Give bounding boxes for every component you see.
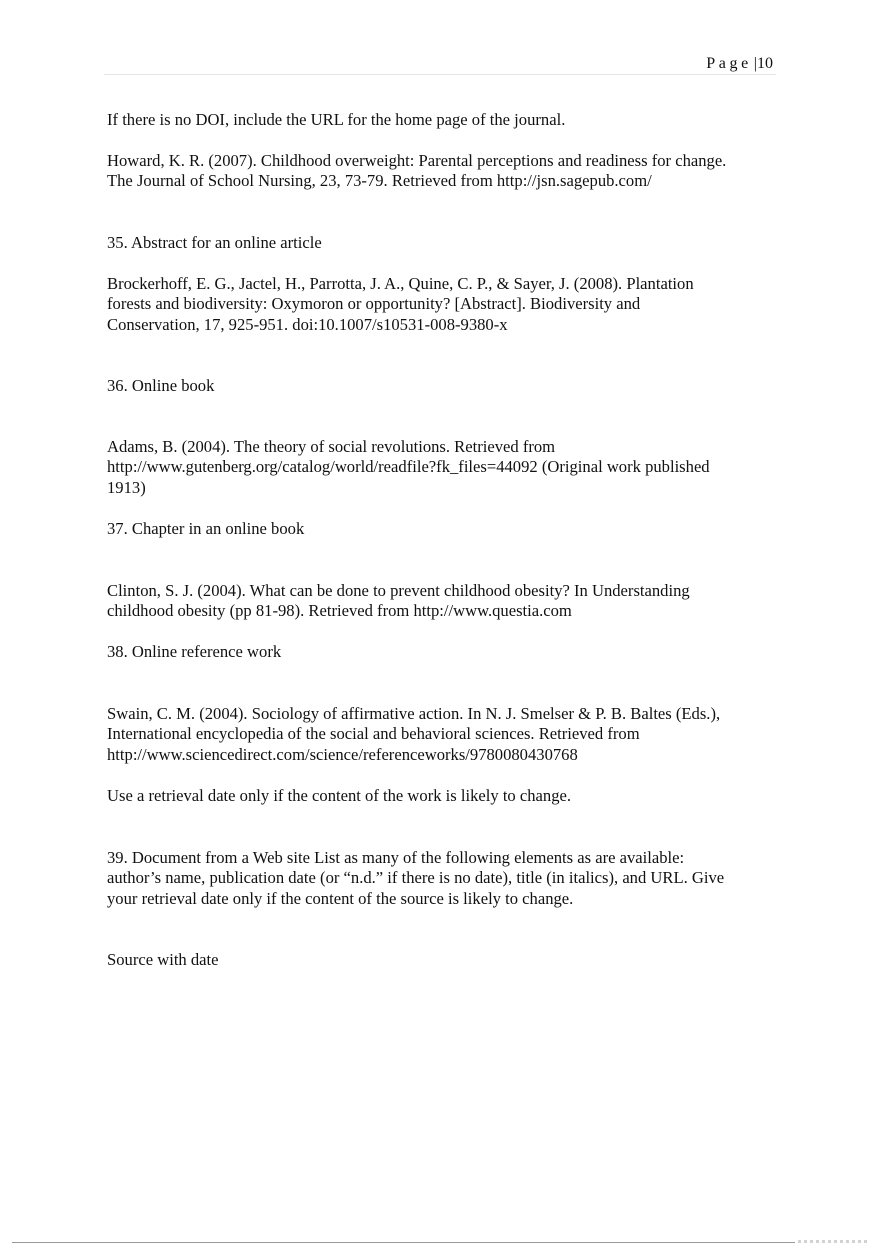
section-heading-37: 37. Chapter in an online book bbox=[107, 519, 305, 538]
section-heading-36: 36. Online book bbox=[107, 376, 215, 395]
page-separator: | bbox=[753, 55, 757, 72]
reference-clinton: Clinton, S. J. (2004). What can be done to prevent childhood obesity? In Understanding childhood obesity (pp 81-98). Retrieved from http://www.questia.com bbox=[107, 581, 690, 621]
reference-brockerhoff: Brockerhoff, E. G., Jactel, H., Parrotta, J. A., Quine, C. P., & Sayer, J. (2008). Plantation forests and biodiversity: Oxymoron or opportunity? [Abstract]. Biodiversity and Conservation, 17, 925-951. doi:10.1007/s10531-008-9380-x bbox=[107, 274, 694, 334]
reference-adams: Adams, B. (2004). The theory of social revolutions. Retrieved from http://www.gutenberg.org/catalog/world/readfile?fk_files=44092 (Original work published 1913) bbox=[107, 437, 710, 497]
page-number bbox=[706, 54, 773, 74]
reference-swain: Swain, C. M. (2004). Sociology of affirmative action. In N. J. Smelser & P. B. Baltes (Eds.), International encyclopedia of the social and behavioral sciences. Retrieved from http://www.sciencedirect.com/science/referenceworks/9780080430768 bbox=[107, 704, 721, 764]
page-bottom-marks bbox=[798, 1240, 868, 1243]
retrieval-date-note: Use a retrieval date only if the content of the work is likely to change. bbox=[107, 786, 572, 805]
source-with-date-heading: Source with date bbox=[107, 950, 219, 969]
section-heading-39: 39. Document from a Web site List as many of the following elements as are available: author’s name, publication date (or “n.d.” if there is no date), title (in italics), and URL. Give your retrieval date only if the content of the source is likely to change. bbox=[107, 848, 725, 908]
page-bottom-rule bbox=[12, 1242, 795, 1243]
page-label: Page bbox=[706, 55, 752, 72]
page-number-value: 10 bbox=[757, 55, 773, 72]
section-heading-38: 38. Online reference work bbox=[107, 642, 282, 661]
reference-howard: Howard, K. R. (2007). Childhood overweight: Parental perceptions and readiness for change. The Journal of School Nursing, 23, 73-79. Retrieved from http://jsn.sagepub.com/ bbox=[107, 151, 727, 191]
section-heading-35: 35. Abstract for an online article bbox=[107, 233, 322, 252]
doi-note: If there is no DOI, include the URL for the home page of the journal. bbox=[107, 110, 566, 129]
page-header bbox=[104, 52, 776, 75]
